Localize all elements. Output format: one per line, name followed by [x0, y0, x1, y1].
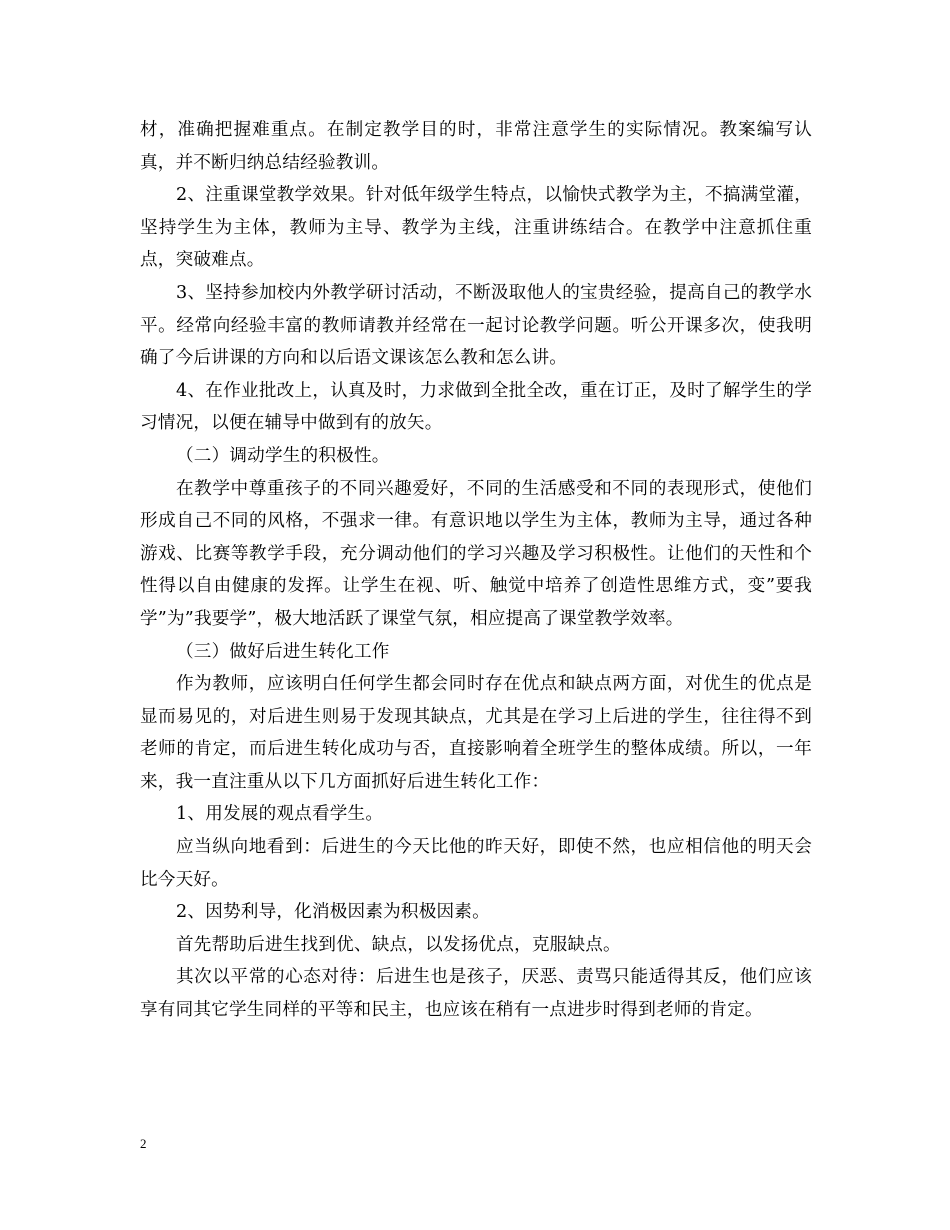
paragraph-2: 2、注重课堂教学效果。针对低年级学生特点，以愉快式教学为主，不搞满堂灌，坚持学生为主体，教师为主导、教学为主线，注重讲练结合。在教学中注意抓住重点，突破难点。: [140, 185, 812, 271]
paragraph-4: 4、在作业批改上，认真及时，力求做到全批全改，重在订正，及时了解学生的学习情况，以便在辅导中做到有的放矢。: [140, 380, 812, 434]
paragraph-11: 其次以平常的心态对待：后进生也是孩子，厌恶、责骂只能适得其反，他们应该享有同其它学生同样的平等和民主，也应该在稍有一点进步时得到老师的肯定。: [140, 967, 812, 1021]
paragraph-1: 材，准确把握难重点。在制定教学目的时，非常注意学生的实际情况。教案编写认真，并不断归纳总结经验教训。: [140, 120, 812, 173]
paragraph-8: 应当纵向地看到：后进生的今天比他的昨天好，即使不然，也应相信他的明天会比今天好。: [140, 837, 812, 890]
paragraph-10: 首先帮助后进生找到优、缺点，以发扬优点，克服缺点。: [176, 934, 621, 955]
page-number: 2: [140, 1136, 147, 1151]
paragraph-3: 3、坚持参加校内外教学研讨活动，不断汲取他人的宝贵经验，提高自己的教学水平。经常向经验丰富的教师请教并经常在一起讨论教学问题。听公开课多次，使我明确了今后讲课的方向和以后语文课该怎么教和怎么讲。: [140, 282, 812, 369]
section-heading-2: （二）调动学生的积极性。: [176, 445, 390, 466]
paragraph-6: 作为教师，应该明白任何学生都会同时存在优点和缺点两方面，对优生的优点是显而易见的，对后进生则易于发现其缺点，尤其是在学习上后进的学生，往往得不到老师的肯定，而后进生转化成功与否，直接影响着全班学生的整体成绩。所以，一年来，我一直注重从以下几方面抓好后进生转化工作：: [140, 674, 812, 792]
section-heading-3: （三）做好后进生转化工作: [176, 641, 390, 662]
paragraph-5: 在教学中尊重孩子的不同兴趣爱好，不同的生活感受和不同的表现形式，使他们形成自己不同的风格，不强求一律。有意识地以学生为主体，教师为主导，通过各种游戏、比赛等教学手段，充分调动他们的学习兴趣及学习积极性。让他们的天性和个性得以自由健康的发挥。让学生在视、听、触觉中培养了创造性思维方式，变”要我学”为”我要学”，极大地活跃了课堂气氛，相应提高了课堂教学效率。: [140, 478, 812, 629]
paragraph-9: 2、因势利导，化消极因素为积极因素。: [176, 902, 490, 923]
document-body: [140, 114, 812, 1027]
paragraph-7: 1、用发展的观点看学生。: [176, 804, 384, 825]
